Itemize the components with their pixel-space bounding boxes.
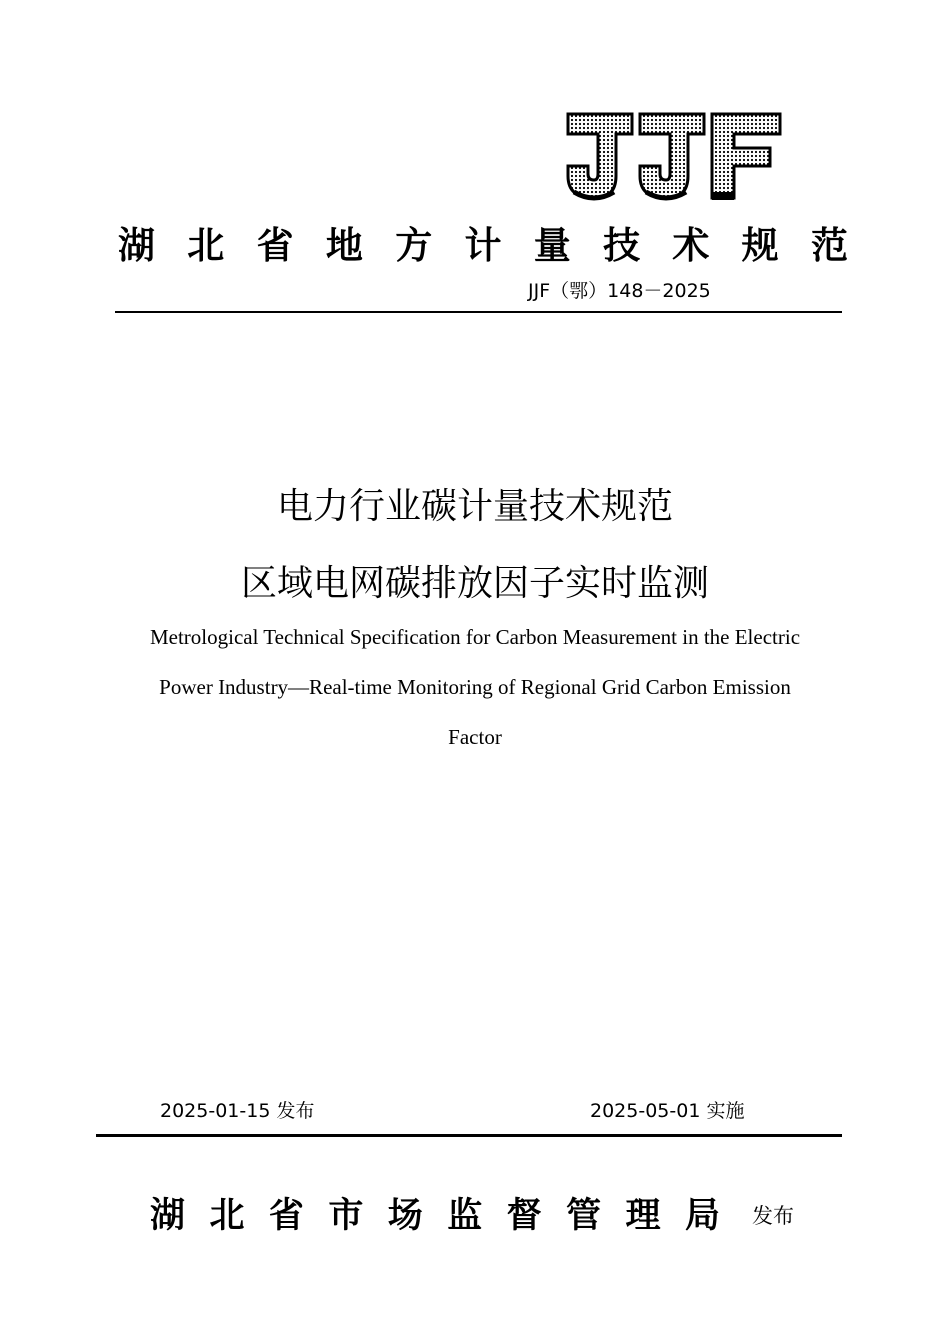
title-en-line-2: Power Industry—Real-time Monitoring of Regional Grid Carbon Emission <box>159 675 791 699</box>
logo-letter-j-1 <box>568 114 632 198</box>
category-char: 北 <box>187 223 225 267</box>
authority-char: 理 <box>625 1195 661 1236</box>
category-char: 计 <box>464 223 502 267</box>
authority-char: 局 <box>684 1195 720 1236</box>
authority-char: 督 <box>506 1195 542 1236</box>
authority-char: 省 <box>268 1195 304 1236</box>
authority-char: 市 <box>328 1195 364 1236</box>
publish-label: 发布 <box>752 1204 794 1228</box>
authority-char: 管 <box>566 1195 602 1236</box>
category-char: 术 <box>672 223 710 267</box>
authority-char: 监 <box>447 1195 483 1236</box>
logo-letter-j-2 <box>640 114 704 198</box>
document-category <box>118 215 848 269</box>
category-char: 技 <box>603 223 641 267</box>
jjf-logo <box>562 110 784 204</box>
title-en-line-1: Metrological Technical Specification for Carbon Measurement in the Electric <box>149 625 801 649</box>
title-en-line-3: Factor <box>448 725 502 749</box>
bottom-divider <box>96 1134 842 1137</box>
category-char: 规 <box>741 223 779 267</box>
authority-char: 场 <box>387 1195 423 1236</box>
standard-code: JJF（鄂）148－2025 <box>528 280 711 302</box>
category-char: 湖 <box>118 223 155 267</box>
implementation-date: 2025-05-01 实施 <box>590 1100 745 1122</box>
issuing-authority <box>150 1188 720 1238</box>
category-char: 范 <box>810 223 848 267</box>
top-divider <box>115 311 842 313</box>
category-char: 量 <box>533 223 571 267</box>
title-en <box>100 612 850 762</box>
title-cn-line-1: 电力行业碳计量技术规范 <box>276 486 673 527</box>
issue-date: 2025-01-15 发布 <box>160 1100 315 1122</box>
authority-char: 北 <box>209 1195 245 1236</box>
category-char: 方 <box>395 223 433 267</box>
category-char: 省 <box>256 223 294 267</box>
title-cn-line-2: 区域电网碳排放因子实时监测 <box>240 563 709 604</box>
logo-letter-f <box>712 114 780 200</box>
authority-char: 湖 <box>150 1195 186 1236</box>
category-char: 地 <box>325 223 363 267</box>
